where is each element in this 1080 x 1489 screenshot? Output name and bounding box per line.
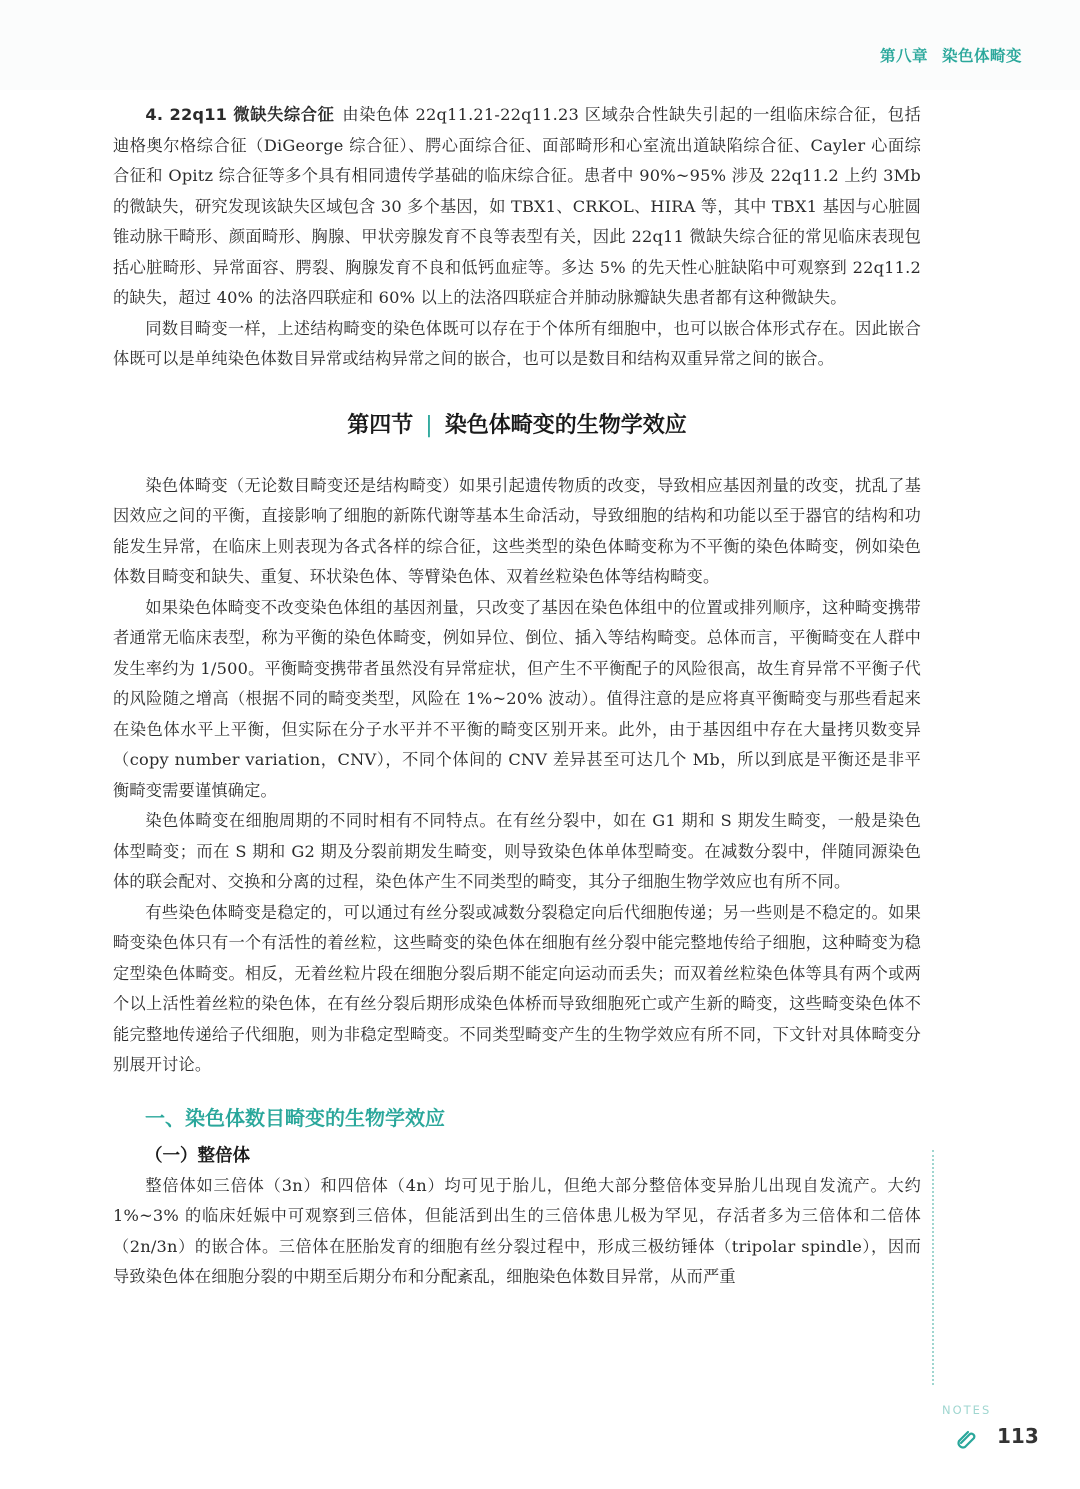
- section-number: 第四节: [347, 412, 414, 438]
- item-body: 由染色体 22q11.21-22q11.23 区域杂合性缺失引起的一组临床综合征，包括迪格奥尔格综合征（DiGeorge 综合征）、腭心面综合征、面部畸形和心室流出道缺陷综合征、Cayler 心面综合征和 Opitz 综合征等多个具有相同遗传学基础的临床综合征。患者中 90%~95% 涉及 22q11.2 上约 3Mb 的微缺失，研究发现该缺失区域包含 30 多个基因，如 TBX1、CRKOL、HIRA 等，其中 TBX1 基因与心脏圆锥动脉干畸形、颜面畸形、胸腺、甲状旁腺发育不良等表型有关，因此 22q11 微缺失综合征的常见临床表现包括心脏畸形、异常面容、腭裂、胸腺发育不良和低钙血症等。多达 5% 的先天性心脏缺陷中可观察到 22q11.2 的缺失，超过 40% 的法洛四联症和 60% 以上的法洛四联症合并肺动脉瓣缺失患者都有这种微缺失。: [113, 105, 921, 307]
- notes-label: NOTES: [942, 1403, 992, 1417]
- subsubsection-heading: （一）整倍体: [145, 1145, 250, 1166]
- page-number: 113: [997, 1424, 1039, 1448]
- subsection-heading: 一、染色体数目畸变的生物学效应: [145, 1105, 445, 1130]
- chapter-title: 染色体畸变: [941, 47, 1022, 65]
- notes-divider: [932, 1150, 934, 1385]
- section-title: 染色体畸变的生物学效应: [444, 412, 687, 438]
- section-separator: |: [425, 412, 433, 438]
- paragraph: 染色体畸变在细胞周期的不同时相有不同特点。在有丝分裂中，如在 G1 期和 S 期发生畸变，一般是染色体型畸变；而在 S 期和 G2 期及分裂前期发生畸变，则导致染色体单体型畸变。在减数分裂中，伴随同源染色体的联会配对、交换和分离的过程，染色体产生不同类型的畸变，其分子细胞生物学效应也有所不同。: [113, 811, 921, 891]
- chapter-number: 第八章: [879, 47, 928, 65]
- paperclip-icon: [955, 1425, 981, 1451]
- item-heading: 4. 22q11 微缺失综合征: [145, 105, 335, 124]
- paragraph: 染色体畸变（无论数目畸变还是结构畸变）如果引起遗传物质的改变，导致相应基因剂量的改变，扰乱了基因效应之间的平衡，直接影响了细胞的新陈代谢等基本生命活动，导致细胞的结构和功能以至于器官的结构和功能发生异常，在临床上则表现为各式各样的综合征，这些类型的染色体畸变称为不平衡的染色体畸变，例如染色体数目畸变和缺失、重复、环状染色体、等臂染色体、双着丝粒染色体等结构畸变。: [113, 475, 921, 586]
- paragraph: 同数目畸变一样，上述结构畸变的染色体既可以存在于个体所有细胞中，也可以嵌合体形式存在。因此嵌合体既可以是单纯染色体数目异常或结构异常之间的嵌合，也可以是数目和结构双重异常之间的嵌合。: [113, 318, 921, 368]
- page-content: [113, 100, 921, 1293]
- page-header: [0, 0, 1080, 90]
- paragraph: [113, 100, 921, 314]
- paragraph: 有些染色体畸变是稳定的，可以通过有丝分裂或减数分裂稳定向后代细胞传递；另一些则是不稳定的。如果畸变染色体只有一个有活性的着丝粒，这些畸变的染色体在细胞有丝分裂中能完整地传给子细胞，这种畸变为稳定型染色体畸变。相反，无着丝粒片段在细胞分裂后期不能定向运动而丢失；而双着丝粒染色体等具有两个或两个以上活性着丝粒的染色体，在有丝分裂后期形成染色体桥而导致细胞死亡或产生新的畸变，这些畸变染色体不能完整地传递给子代细胞，则为非稳定型畸变。不同类型畸变产生的生物学效应有所不同，下文针对具体畸变分别展开讨论。: [113, 902, 921, 1074]
- paragraph: 如果染色体畸变不改变染色体组的基因剂量，只改变了基因在染色体组中的位置或排列顺序，这种畸变携带者通常无临床表型，称为平衡的染色体畸变，例如异位、倒位、插入等结构畸变。总体而言，平衡畸变在人群中发生率约为 1/500。平衡畸变携带者虽然没有异常症状，但产生不平衡配子的风险很高，故生育异常不平衡子代的风险随之增高（根据不同的畸变类型，风险在 1%~20% 波动）。值得注意的是应将真平衡畸变与那些看起来在染色体水平上平衡，但实际在分子水平并不平衡的畸变区别开来。此外，由于基因组中存在大量拷贝数变异（copy number variation，CNV），不同个体间的 CNV 差异甚至可达几个 Mb，所以到底是平衡还是非平衡畸变需要谨慎确定。: [113, 597, 921, 800]
- section-heading: [113, 408, 921, 444]
- paragraph: 整倍体如三倍体（3n）和四倍体（4n）均可见于胎儿，但绝大部分整倍体变异胎儿出现自发流产。大约 1%~3% 的临床妊娠中可观察到三倍体，但能活到出生的三倍体患儿极为罕见，存活者多为三倍体和二倍体（2n/3n）的嵌合体。三倍体在胚胎发育的细胞有丝分裂过程中，形成三极纺锤体（tripolar spindle），因而导致染色体在细胞分裂的中期至后期分布和分配紊乱，细胞染色体数目异常，从而严重: [113, 1175, 921, 1286]
- running-header: [880, 44, 1022, 66]
